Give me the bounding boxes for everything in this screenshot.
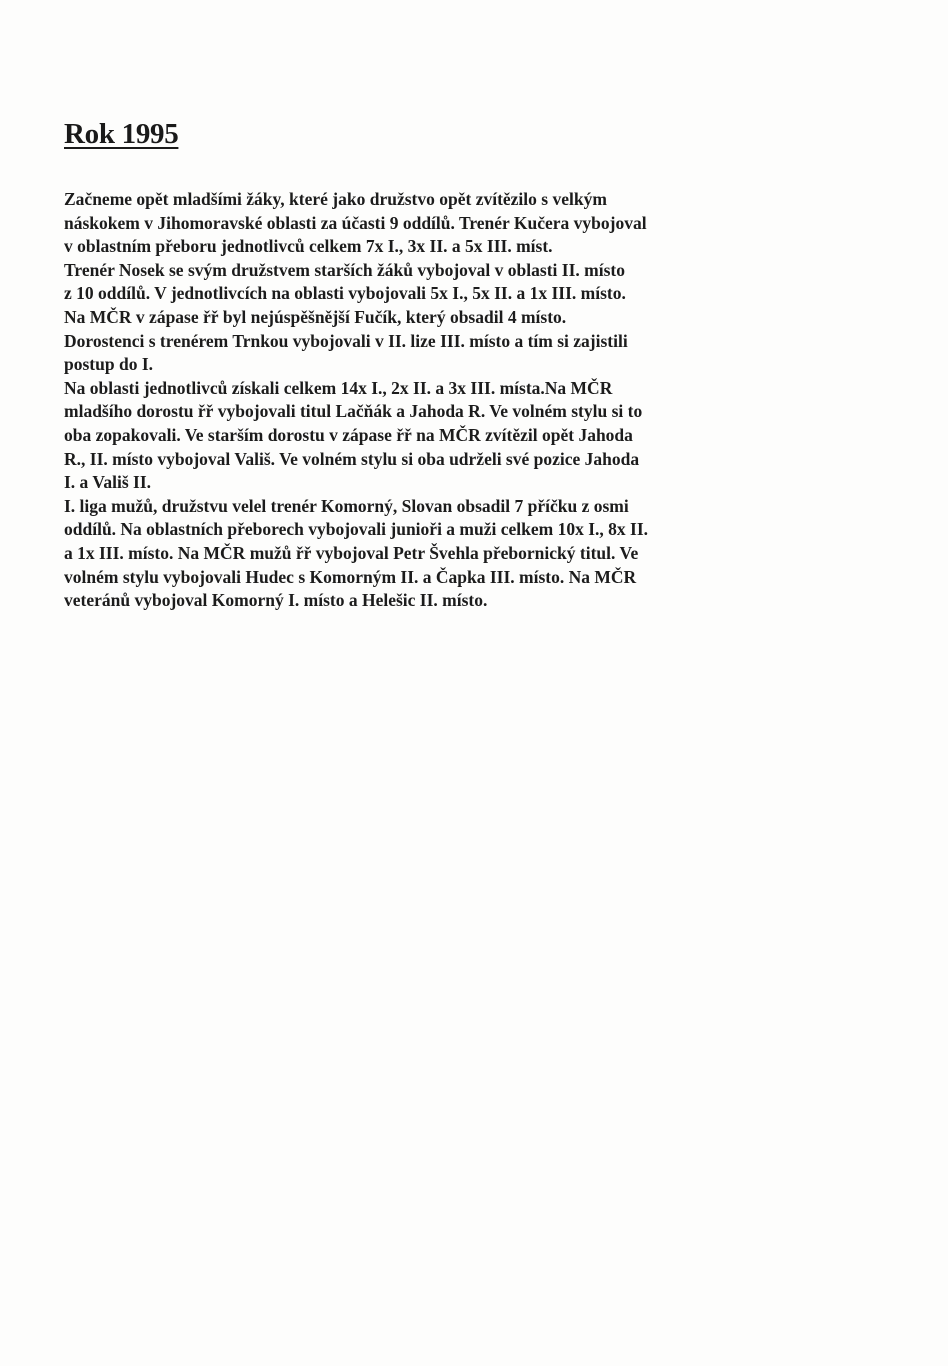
- body-line: Na MČR v zápase řř byl nejúspěšnější Fučík, který obsadil 4 místo.: [64, 306, 567, 327]
- body-line: postup do I.: [64, 354, 154, 375]
- document-body: [64, 188, 894, 613]
- body-line: z 10 oddílů. V jednotlivcích na oblasti vybojovali 5x I., 5x II. a 1x III. místo.: [64, 283, 626, 304]
- body-line: volném stylu vybojovali Hudec s Komorným II. a Čapka III. místo. Na MČR: [64, 566, 637, 587]
- body-line: Trenér Nosek se svým družstvem starších žáků vybojoval v oblasti II. místo: [64, 259, 625, 280]
- body-line: veteránů vybojoval Komorný I. místo a Helešic II. místo.: [64, 590, 488, 611]
- body-line: I. liga mužů, družstvu velel trenér Komorný, Slovan obsadil 7 příčku z osmi: [64, 495, 629, 516]
- document-heading: Rok 1995: [64, 118, 179, 150]
- body-line: v oblastním přeboru jednotlivců celkem 7x I., 3x II. a 5x III. míst.: [64, 236, 553, 257]
- body-line: R., II. místo vybojoval Vališ. Ve volném stylu si oba udrželi své pozice Jahoda: [64, 448, 640, 469]
- body-line: mladšího dorostu řř vybojovali titul Lačňák a Jahoda R. Ve volném stylu si to: [64, 401, 643, 422]
- body-line: I. a Vališ II.: [64, 472, 152, 493]
- body-line: a 1x III. místo. Na MČR mužů řř vybojoval Petr Švehla přebornický titul. Ve: [64, 542, 639, 563]
- body-line: oba zopakovali. Ve starším dorostu v zápase řř na MČR zvítězil opět Jahoda: [64, 424, 633, 445]
- body-line: Dorostenci s trenérem Trnkou vybojovali v II. lize III. místo a tím si zajistili: [64, 330, 628, 351]
- body-line: Na oblasti jednotlivců získali celkem 14x I., 2x II. a 3x III. místa.Na MČR: [64, 377, 613, 398]
- body-line: oddílů. Na oblastních přeborech vybojovali junioři a muži celkem 10x I., 8x II.: [64, 519, 649, 540]
- body-line: náskokem v Jihomoravské oblasti za účasti 9 oddílů. Trenér Kučera vybojoval: [64, 212, 647, 233]
- body-line: Začneme opět mladšími žáky, které jako družstvo opět zvítězilo s velkým: [64, 189, 607, 209]
